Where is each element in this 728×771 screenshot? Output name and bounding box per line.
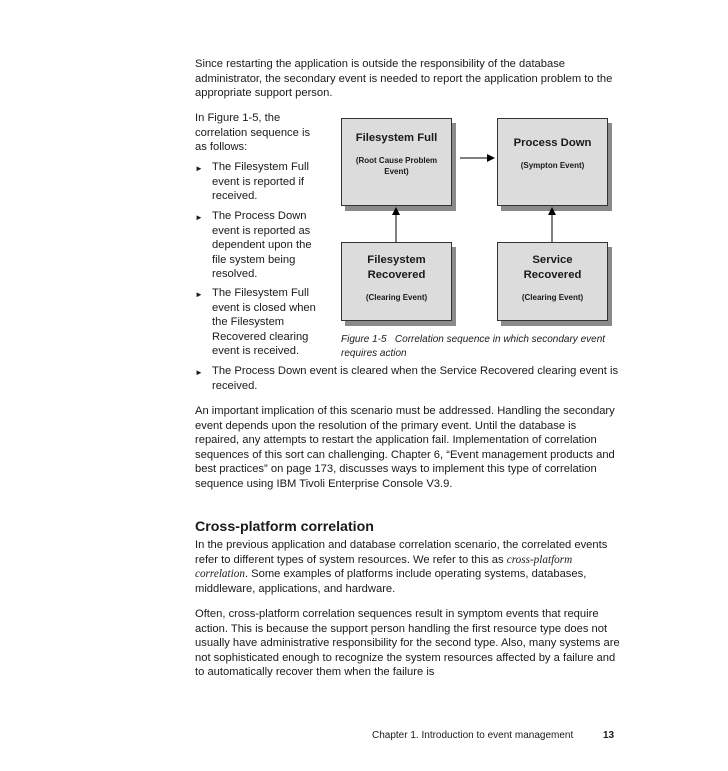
symptom-paragraph: Often, cross-platform correlation sequences result in symptom events that require action. This is because the support person handling the first resource type does not usually have administrative responsibility for the second type. Also, many systems are not sophisticated enough to recognize the system resources affected by a failure and to automatically recover them when the failure is <box>195 608 620 679</box>
box-subtitle: (Root Cause Problem Event) <box>355 156 438 176</box>
footer-chapter: Chapter 1. Introduction to event management <box>372 730 574 741</box>
bullet-arrow-icon: ► <box>195 368 203 377</box>
bullet-text: The Filesystem Full event is reported if received. <box>212 161 309 203</box>
figure-intro-text: In Figure 1-5, the correlation sequence is as follows: <box>195 112 311 154</box>
box-title: Process Down <box>513 137 592 149</box>
paragraph-text: . Some examples of platforms include operating systems, databases, middleware, applications, and hardware. <box>195 568 587 595</box>
intro-paragraph: Since restarting the application is outside the responsibility of the database administrator, the secondary event is needed to report the application problem to the appropriate support person. <box>195 58 613 100</box>
section-heading: Cross-platform correlation <box>195 519 374 535</box>
box-subtitle: (Clearing Event) <box>521 293 584 302</box>
bullet-arrow-icon: ► <box>195 213 203 222</box>
bullet-arrow-icon: ► <box>195 290 203 299</box>
figure-caption <box>341 333 631 360</box>
bullet-text: The Process Down event is cleared when the Service Recovered clearing event is received. <box>212 365 619 392</box>
bullet-arrow-icon: ► <box>195 164 203 173</box>
bullet-text: The Process Down event is reported as dependent upon the file system being resolved. <box>212 210 312 281</box>
cross-platform-paragraph <box>195 538 623 596</box>
implication-paragraph: An important implication of this scenario must be addressed. Handling the secondary event depends upon the resolution of the primary event. Until the database is repaired, any attempts to restart the application fail. Implementation of correlation sequences of this sort can challenging. Chapter 6, “Event management products and best practices” on page 173, discusses ways to implement this type of correlation sequence using IBM Tivoli Enterprise Console V3.9. <box>195 405 615 490</box>
bullet-text: The Filesystem Full event is closed when the Filesystem Recovered clearing event is received. <box>212 287 316 358</box>
paragraph-text: In the previous application and database correlation scenario, the correlated events refer to different types of system resources. We refer to this as <box>195 539 608 566</box>
term-cross-platform-correlation: cross-platform correlation <box>195 553 573 581</box>
box-subtitle: (Sympton Event) <box>520 161 585 170</box>
caption-number: Figure 1-5 <box>341 334 387 345</box>
box-title: Filesystem Recovered <box>367 254 426 281</box>
box-title: Service Recovered <box>523 254 582 281</box>
box-subtitle: (Clearing Event) <box>365 293 428 302</box>
page-number: 13 <box>603 730 615 741</box>
box-title: Filesystem Full <box>355 132 438 144</box>
caption-text: Correlation sequence in which secondary event requires action <box>341 334 606 359</box>
